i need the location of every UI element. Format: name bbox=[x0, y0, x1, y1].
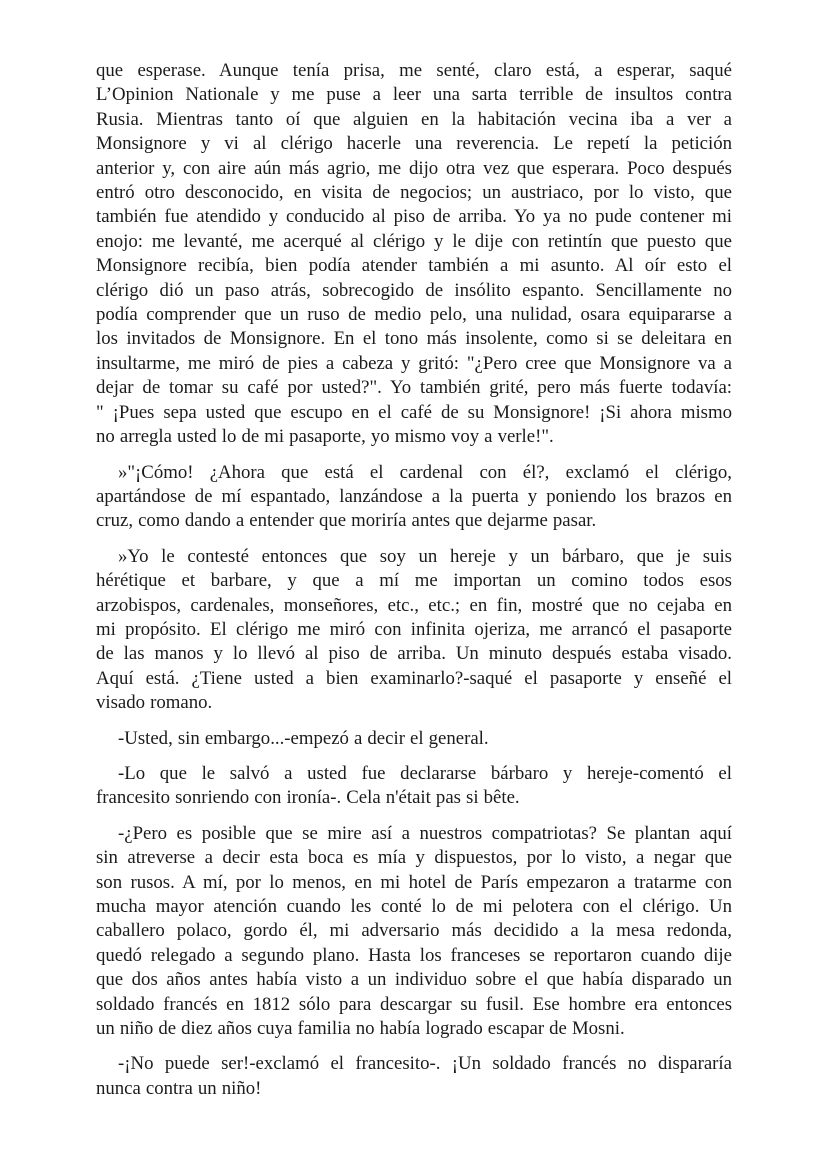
text-line: dejar de tomar su café por usted?". Yo también grité, pero más fuerte todavía: bbox=[96, 377, 732, 399]
page-text bbox=[96, 59, 732, 1101]
text-line: -Lo que le salvó a usted fue declararse bárbaro y hereje-comentó el bbox=[118, 762, 732, 784]
paragraph bbox=[96, 461, 732, 534]
text-line: visado romano. bbox=[96, 692, 213, 714]
paragraph bbox=[96, 1052, 732, 1101]
text-line: son rusos. A mí, por lo menos, en mi hotel de París empezaron a tratarme con bbox=[96, 871, 732, 893]
text-line: clérigo dió un paso atrás, sobrecogido de insólito espanto. Sencillamente no bbox=[96, 279, 732, 301]
text-line: también fue atendido y conducido al piso de arriba. Yo ya no pude contener mi bbox=[96, 206, 732, 228]
paragraph bbox=[96, 545, 732, 716]
text-line: no arregla usted lo de mi pasaporte, yo mismo voy a verle!". bbox=[96, 426, 554, 448]
text-line: que dos años antes había visto a un individuo sobre el que había disparado un bbox=[96, 969, 732, 991]
text-line: insultarme, me miró de pies a cabeza y gritó: "¿Pero cree que Monsignore va a bbox=[96, 352, 732, 374]
text-line: entró otro desconocido, en visita de negocios; un austriaco, por lo visto, que bbox=[96, 182, 732, 204]
text-line: apartándose de mí espantado, lanzándose a la puerta y poniendo los brazos en bbox=[96, 485, 732, 507]
text-line: »Yo le contesté entonces que soy un hereje y un bárbaro, que je suis bbox=[118, 545, 732, 567]
text-line: anterior y, con aire aún más agrio, me dijo otra vez que esperara. Poco después bbox=[96, 157, 732, 179]
text-line: cruz, como dando a entender que moriría antes que dejarme pasar. bbox=[96, 510, 597, 532]
text-line: mi propósito. El clérigo me miró con infinita ojeriza, me arrancó el pasaporte bbox=[96, 618, 732, 640]
text-line: caballero polaco, gordo él, mi adversario más decidido a la mesa redonda, bbox=[96, 920, 732, 942]
text-line: -¿Pero es posible que se mire así a nuestros compatriotas? Se plantan aquí bbox=[118, 822, 732, 844]
text-line: arzobispos, cardenales, monseñores, etc., etc.; en fin, mostré que no cejaba en bbox=[96, 594, 732, 616]
text-line: L’Opinion Nationale y me puse a leer una sarta terrible de insultos contra bbox=[96, 84, 732, 106]
text-line: -Usted, sin embargo...-empezó a decir el general. bbox=[118, 727, 489, 749]
paragraph bbox=[96, 762, 732, 811]
text-line: Monsignore y vi al clérigo hacerle una reverencia. Le repetí la petición bbox=[96, 133, 732, 155]
text-line: " ¡Pues sepa usted que escupo en el café de su Monsignore! ¡Si ahora mismo bbox=[96, 401, 732, 423]
paragraph bbox=[96, 727, 732, 751]
text-line: un niño de diez años cuya familia no había logrado escapar de Mosni. bbox=[96, 1018, 625, 1040]
text-line: mucha mayor atención cuando les conté lo de mi pelotera con el clérigo. Un bbox=[96, 896, 732, 917]
paragraph bbox=[96, 59, 732, 450]
text-line: Rusia. Mientras tanto oí que alguien en la habitación vecina iba a ver a bbox=[96, 108, 732, 130]
text-line: francesito sonriendo con ironía-. Cela n'était pas si bête. bbox=[96, 787, 520, 809]
text-line: enojo: me levanté, me acerqué al clérigo y le dije con retintín que puesto que bbox=[96, 230, 732, 252]
text-line: -¡No puede ser!-exclamó el francesito-. ¡Un soldado francés no dispararía bbox=[118, 1053, 732, 1075]
text-line: Aquí está. ¿Tiene usted a bien examinarlo?-saqué el pasaporte y enseñé el bbox=[96, 667, 732, 689]
text-line: podía comprender que un ruso de medio pelo, una nulidad, osara equipararse a bbox=[96, 304, 732, 326]
text-line: que esperase. Aunque tenía prisa, me senté, claro está, a esperar, saqué bbox=[96, 60, 732, 81]
paragraph bbox=[96, 822, 732, 1042]
text-line: nunca contra un niño! bbox=[96, 1077, 262, 1099]
text-line: sin atreverse a decir esta boca es mía y dispuestos, por lo visto, a negar que bbox=[96, 847, 732, 869]
text-line: quedó relegado a segundo plano. Hasta los franceses se reportaron cuando dije bbox=[96, 944, 732, 966]
text-line: »"¡Cómo! ¿Ahora que está el cardenal con él?, exclamó el clérigo, bbox=[118, 461, 732, 483]
text-line: de las manos y lo llevó al piso de arriba. Un minuto después estaba visado. bbox=[96, 643, 732, 665]
text-line: soldado francés en 1812 sólo para descargar su fusil. Ese hombre era entonces bbox=[96, 993, 732, 1015]
text-line: Monsignore recibía, bien podía atender también a mi asunto. Al oír esto el bbox=[96, 255, 732, 277]
text-line: los invitados de Monsignore. En el tono más insolente, como si se deleitara en bbox=[96, 328, 732, 350]
text-line: hérétique et barbare, y que a mí me importan un comino todos esos bbox=[96, 570, 732, 592]
